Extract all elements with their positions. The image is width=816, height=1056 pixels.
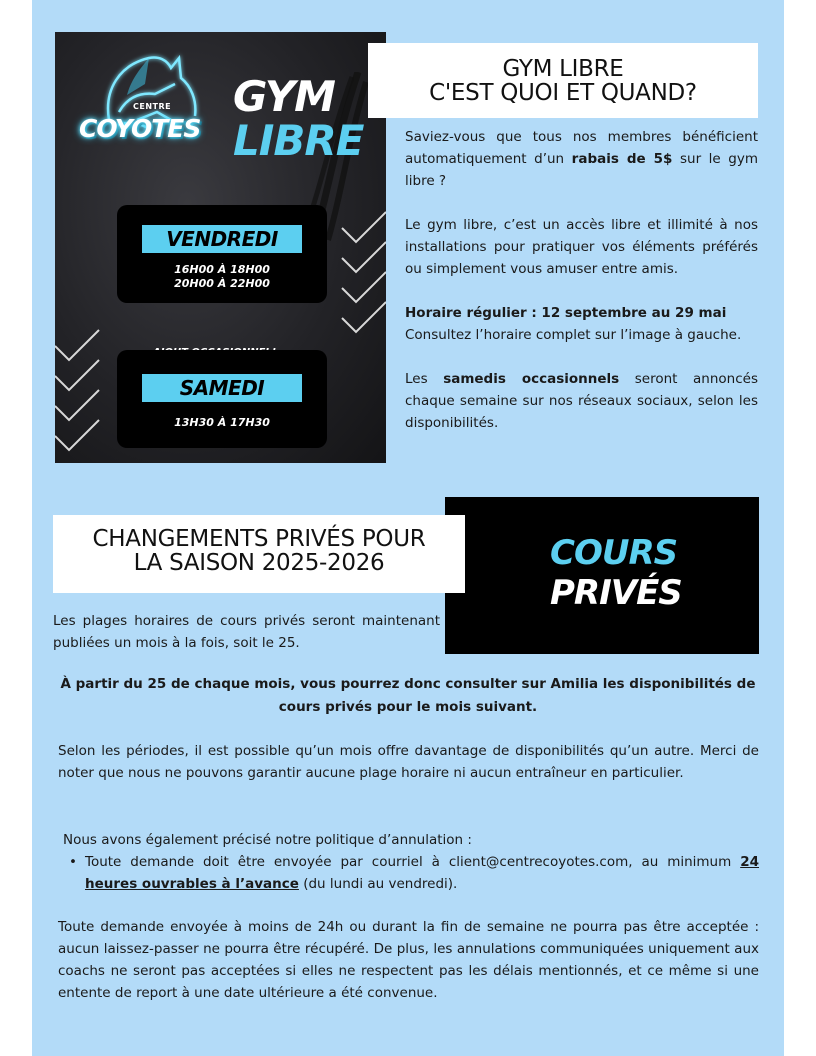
gym-paragraph-3: Horaire régulier : 12 septembre au 29 mai Consultez l’horaire complet sur l’image à gauche.	[405, 305, 742, 343]
gym-heading-line2: C'EST QUOI ET QUAND?	[429, 80, 697, 106]
gym-libre-heading	[368, 43, 758, 118]
occasional-saturdays: samedis occasionnels	[443, 371, 620, 387]
saturday-schedule-card	[117, 350, 327, 448]
gym-paragraph-4: Les samedis occasionnels seront annoncés chaque semaine sur nos réseaux sociaux, selon les disponibilités.	[405, 371, 758, 431]
chevron-decoration	[55, 322, 115, 462]
saturday-label: SAMEDI	[142, 374, 302, 402]
logo-small-text: CENTRE	[133, 102, 172, 111]
friday-time-1: 16H00 À 18H00	[174, 263, 270, 276]
saturday-times	[117, 416, 327, 430]
availability-paragraph: Selon les périodes, il est possible qu’un mois offre davantage de disponibilités qu’un autre. Merci de noter que nous ne pouvons garantir aucune plage horaire ni aucun entraîneur en particulier.	[58, 743, 759, 781]
discount-highlight: rabais de 5$	[571, 151, 673, 167]
regular-schedule: Horaire régulier : 12 septembre au 29 mai	[405, 305, 727, 321]
policy-lead: Nous avons également précisé notre politique d’annulation :	[63, 832, 472, 848]
poster-title-gym: GYM	[233, 72, 335, 121]
private-intro: Les plages horaires de cours privés seront maintenant publiées un mois à la fois, soit le 25.	[53, 613, 440, 651]
cours-prives-title: COURS PRIVÉS	[550, 533, 682, 613]
newsletter-page	[32, 0, 784, 1056]
friday-times	[117, 263, 327, 291]
saturday-time-1: 13H30 À 17H30	[174, 416, 270, 429]
late-request-paragraph: Toute demande envoyée à moins de 24h ou durant la fin de semaine ne pourra pas être acceptée : aucun laissez-passer ne pourra être récupéré. De plus, les annulations communiquées uniquement aux coachs ne seront pas acceptées si elles ne respectent pas les délais mentionnés, et ce même si une entente de report à une date ultérieure a été convenue.	[58, 919, 759, 1001]
poster-title	[233, 72, 364, 165]
gym-libre-poster	[55, 32, 386, 463]
chevron-decoration-right	[338, 204, 386, 344]
cancellation-policy	[58, 829, 759, 895]
poster-title-libre: LIBRE	[233, 116, 364, 165]
amilia-highlight: À partir du 25 de chaque mois, vous pourrez donc consulter sur Amilia les disponibilités de cours privés pour le mois suivant.	[60, 676, 756, 715]
logo-wordmark: COYOTES	[79, 114, 201, 143]
gym-libre-description	[405, 126, 758, 456]
gym-paragraph-1: Saviez-vous que tous nos membres bénéficient automatiquement d’un rabais de 5$ sur le gym libre ?	[405, 129, 758, 189]
gym-heading-line1: GYM LIBRE	[502, 56, 624, 82]
friday-schedule-card	[117, 205, 327, 303]
policy-bullet: • Toute demande doit être envoyée par courriel à client@centrecoyotes.com, au minimum 24 heures ouvrables à l’avance (du lundi au vendredi).	[58, 851, 759, 895]
gym-paragraph-2: Le gym libre, c’est un accès libre et illimité à nos installations pour pratiquer vos éléments préférés ou simplement vous amuser entre amis.	[405, 217, 758, 277]
friday-time-2: 20H00 À 22H00	[174, 277, 270, 290]
notice-period: 24 heures ouvrables à l’avance	[85, 854, 759, 892]
private-heading-line2: LA SAISON 2025-2026	[133, 550, 385, 576]
cours-prives-banner	[445, 497, 759, 654]
friday-label: VENDREDI	[142, 225, 302, 253]
private-changes-heading	[53, 515, 465, 593]
private-heading-line1: CHANGEMENTS PRIVÉS POUR	[92, 526, 426, 552]
